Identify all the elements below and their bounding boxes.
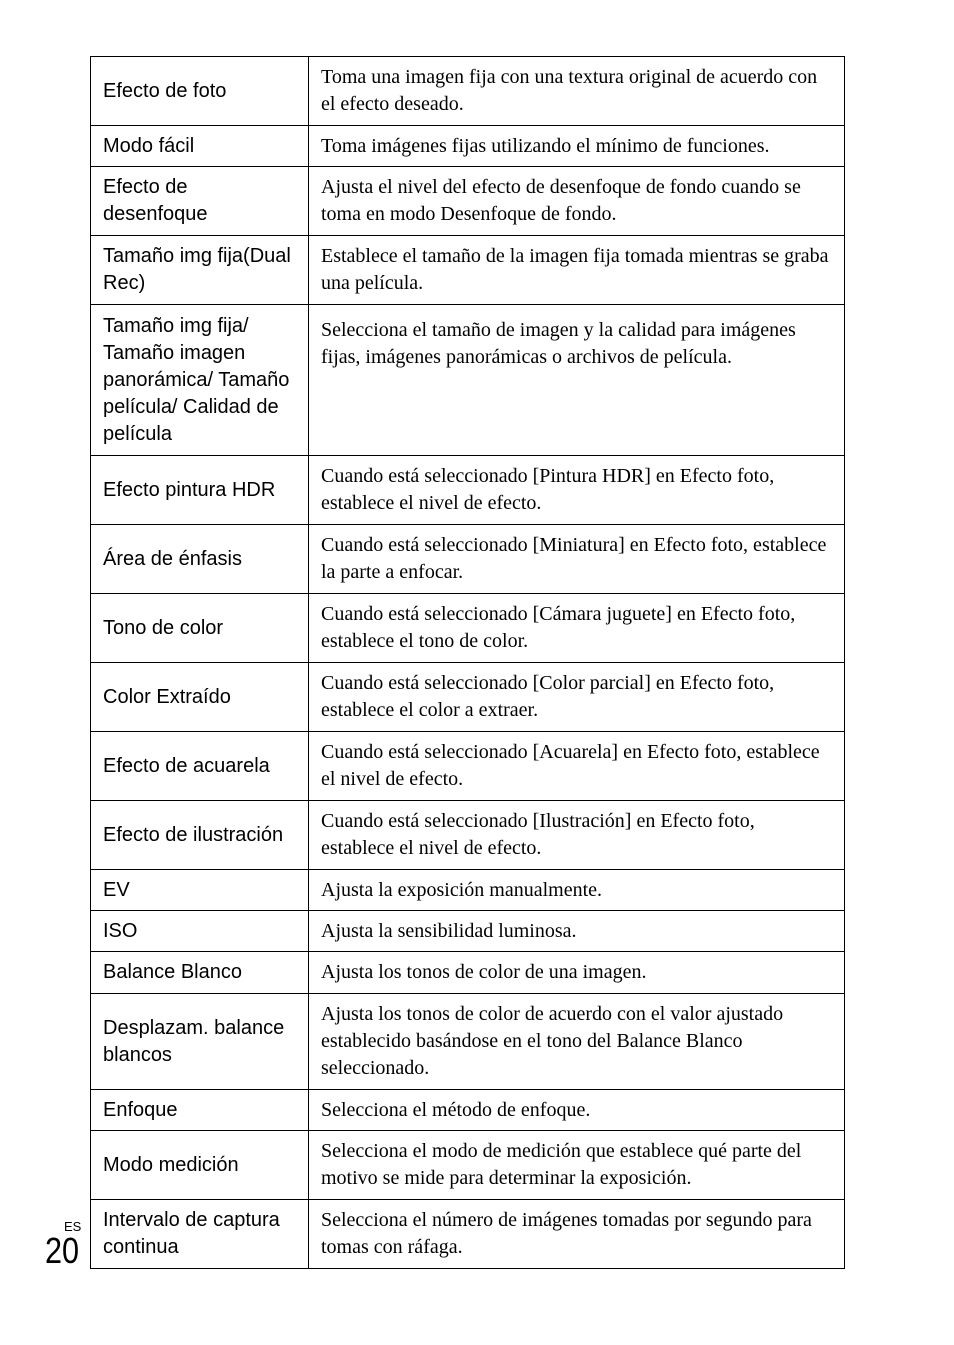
table-row bbox=[91, 663, 845, 732]
setting-name: Tamaño img fija/ Tamaño imagen panorámica/ Tamaño película/ Calidad de película bbox=[91, 305, 309, 456]
setting-description: Ajusta el nivel del efecto de desenfoque de fondo cuando se toma en modo Desenfoque de fondo. bbox=[309, 167, 845, 236]
setting-name: Desplazam. balance blancos bbox=[91, 994, 309, 1090]
setting-name: Efecto pintura HDR bbox=[91, 456, 309, 525]
page-number: 20 bbox=[45, 1230, 80, 1271]
table-row bbox=[91, 1090, 845, 1131]
settings-table bbox=[90, 56, 845, 1269]
setting-description: Cuando está seleccionado [Miniatura] en Efecto foto, establece la parte a enfocar. bbox=[309, 525, 845, 594]
setting-description: Toma imágenes fijas utilizando el mínimo de funciones. bbox=[309, 126, 845, 167]
setting-description: Selecciona el número de imágenes tomadas por segundo para tomas con ráfaga. bbox=[309, 1200, 845, 1269]
setting-description: Cuando está seleccionado [Color parcial] en Efecto foto, establece el color a extraer. bbox=[309, 663, 845, 732]
table-row bbox=[91, 305, 845, 456]
table-row bbox=[91, 870, 845, 911]
setting-name: Balance Blanco bbox=[91, 952, 309, 994]
table-row bbox=[91, 732, 845, 801]
setting-name: Área de énfasis bbox=[91, 525, 309, 594]
setting-description: Ajusta la sensibilidad luminosa. bbox=[309, 911, 845, 952]
setting-name: Efecto de acuarela bbox=[91, 732, 309, 801]
setting-name: EV bbox=[91, 870, 309, 911]
table-row bbox=[91, 236, 845, 305]
table-row bbox=[91, 167, 845, 236]
setting-name: Efecto de foto bbox=[91, 57, 309, 126]
setting-description: Cuando está seleccionado [Pintura HDR] en Efecto foto, establece el nivel de efecto. bbox=[309, 456, 845, 525]
table-row bbox=[91, 525, 845, 594]
setting-name: Efecto de desenfoque bbox=[91, 167, 309, 236]
setting-name: Intervalo de captura continua bbox=[91, 1200, 309, 1269]
table-row bbox=[91, 594, 845, 663]
setting-description: Toma una imagen fija con una textura original de acuerdo con el efecto deseado. bbox=[309, 57, 845, 126]
setting-name: Efecto de ilustración bbox=[91, 801, 309, 870]
setting-name: Modo medición bbox=[91, 1131, 309, 1200]
table-row bbox=[91, 994, 845, 1090]
table-row bbox=[91, 1200, 845, 1269]
setting-description: Cuando está seleccionado [Ilustración] en Efecto foto, establece el nivel de efecto. bbox=[309, 801, 845, 870]
setting-description: Selecciona el modo de medición que establece qué parte del motivo se mide para determinar la exposición. bbox=[309, 1131, 845, 1200]
table-row bbox=[91, 911, 845, 952]
setting-description: Establece el tamaño de la imagen fija tomada mientras se graba una película. bbox=[309, 236, 845, 305]
setting-name: Tono de color bbox=[91, 594, 309, 663]
setting-description: Ajusta la exposición manualmente. bbox=[309, 870, 845, 911]
setting-description: Ajusta los tonos de color de acuerdo con el valor ajustado establecido basándose en el tono del Balance Blanco seleccionado. bbox=[309, 994, 845, 1090]
table-row bbox=[91, 1131, 845, 1200]
table-row bbox=[91, 456, 845, 525]
table-row bbox=[91, 57, 845, 126]
table-row bbox=[91, 126, 845, 167]
page-language-label: ES bbox=[64, 1219, 82, 1234]
setting-description: Selecciona el método de enfoque. bbox=[309, 1090, 845, 1131]
setting-description: Ajusta los tonos de color de una imagen. bbox=[309, 952, 845, 994]
setting-name: Color Extraído bbox=[91, 663, 309, 732]
table-row bbox=[91, 952, 845, 994]
setting-name: ISO bbox=[91, 911, 309, 952]
setting-description: Cuando está seleccionado [Cámara juguete] en Efecto foto, establece el tono de color. bbox=[309, 594, 845, 663]
setting-name: Enfoque bbox=[91, 1090, 309, 1131]
setting-name: Modo fácil bbox=[91, 126, 309, 167]
table-row bbox=[91, 801, 845, 870]
setting-name: Tamaño img fija(Dual Rec) bbox=[91, 236, 309, 305]
setting-description: Selecciona el tamaño de imagen y la calidad para imágenes fijas, imágenes panorámicas o archivos de película. bbox=[309, 305, 845, 456]
setting-description: Cuando está seleccionado [Acuarela] en Efecto foto, establece el nivel de efecto. bbox=[309, 732, 845, 801]
